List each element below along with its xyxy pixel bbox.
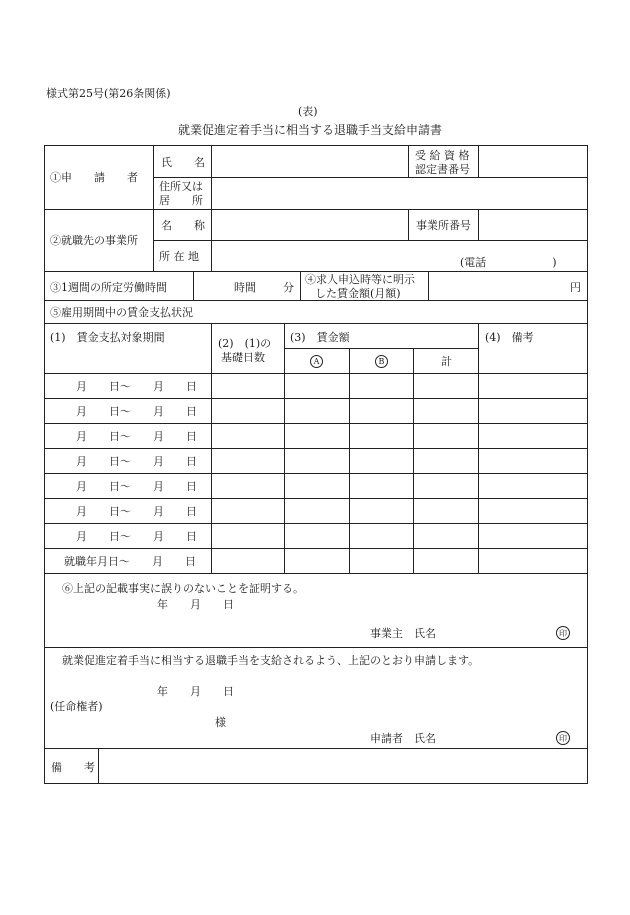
rule: [44, 573, 588, 574]
rule: [44, 209, 588, 210]
form-number: 様式第25号(第26条関係): [46, 87, 171, 100]
form-side-label: (表): [298, 105, 318, 118]
form-title: 就業促進定着手当に相当する退職手当支給申請書: [178, 123, 443, 137]
rule: [413, 348, 414, 573]
rule: [44, 748, 588, 749]
rule: [284, 348, 478, 349]
wage-period-row: 月 日～ 月 日: [76, 530, 197, 543]
request-statement: 就業促進定着手当に相当する退職手当を支給されるよう、上記のとおり申請します。: [62, 654, 480, 667]
employer-section-label: ②就職先の事業所: [50, 234, 138, 247]
wage-period-row: 月 日～ 月 日: [76, 430, 197, 443]
rule: [44, 473, 588, 474]
applicant-address-label-2: 居 所: [159, 194, 203, 207]
rule: [44, 523, 588, 524]
rule: [284, 323, 285, 573]
wage-section-label: ⑤雇用期間中の賃金支払状況: [50, 306, 193, 319]
office-number-label: 事業所番号: [416, 219, 471, 232]
rule: [408, 145, 409, 177]
rule: [211, 323, 212, 573]
wage-col-remarks: (4) 備考: [485, 331, 534, 344]
weekly-hours-label: ③1週間の所定労働時間: [50, 281, 167, 294]
total-label: 計: [441, 355, 452, 368]
appointing-authority-label: (任命権者): [50, 700, 103, 713]
employer-signature-label: 事業主 氏名: [370, 627, 436, 640]
wage-period-row: 月 日～ 月 日: [76, 380, 197, 393]
rule: [211, 145, 212, 271]
rule: [408, 209, 409, 240]
rule: [349, 348, 350, 573]
honorific-label: 様: [215, 716, 226, 729]
applicant-signature-label: 申請者 氏名: [370, 732, 436, 745]
seal-icon: 印: [556, 626, 570, 640]
rule: [44, 271, 588, 272]
rule: [44, 548, 588, 549]
rule: [44, 373, 588, 374]
rule: [44, 300, 588, 301]
wage-col-days-2: 基礎日数: [221, 351, 265, 364]
circled-a-label: A: [310, 355, 323, 368]
hours-unit: 時間: [234, 281, 256, 294]
rule: [478, 323, 479, 573]
wage-period-row: 月 日～ 月 日: [76, 455, 197, 468]
rule: [44, 323, 588, 324]
yen-unit: 円: [570, 281, 581, 294]
minutes-unit: 分: [283, 281, 294, 294]
applicant-name-label: 氏 名: [161, 156, 205, 169]
circled-b-label: B: [375, 355, 388, 368]
rule: [44, 647, 588, 648]
remarks-label: 備 考: [51, 761, 95, 774]
rule: [300, 271, 301, 300]
offered-wage-label-2: した賃金額(月額): [315, 287, 401, 300]
applicant-section-label: ①申 請 者: [50, 171, 138, 184]
rule: [153, 177, 588, 178]
wage-period-row: 月 日～ 月 日: [76, 505, 197, 518]
rule: [98, 748, 99, 784]
cert-number-label-2: 認定書番号: [415, 163, 470, 176]
request-date: 年 月 日: [157, 685, 234, 698]
rule: [44, 398, 588, 399]
offered-wage-label-1: ④求人申込時等に明示: [305, 273, 415, 286]
employer-location-label: 所 在 地: [159, 250, 199, 263]
certification-statement: ⑥上記の記載事実に誤りのないことを証明する。: [62, 582, 304, 595]
certification-date: 年 月 日: [157, 598, 234, 611]
rule: [153, 240, 588, 241]
wage-period-row-hire-date: 就職年月日～ 月 日: [64, 555, 196, 568]
phone-label: (電話 ): [460, 256, 557, 269]
cert-number-label-1: 受 給 資 格: [415, 149, 470, 162]
applicant-address-label-1: 住所又は: [159, 180, 203, 193]
rule: [193, 271, 194, 300]
wage-col-amount: (3) 賃金額: [290, 331, 350, 344]
seal-icon: 印: [556, 731, 570, 745]
rule: [44, 423, 588, 424]
wage-col-period: (1) 賃金支払対象期間: [50, 331, 165, 344]
rule: [44, 448, 588, 449]
wage-period-row: 月 日～ 月 日: [76, 480, 197, 493]
rule: [478, 145, 479, 177]
wage-col-days-1: (2) (1)の: [218, 337, 272, 350]
rule: [428, 271, 429, 300]
rule: [44, 498, 588, 499]
rule: [153, 145, 154, 271]
wage-period-row: 月 日～ 月 日: [76, 405, 197, 418]
employer-name-label: 名 称: [161, 219, 205, 232]
rule: [478, 209, 479, 240]
